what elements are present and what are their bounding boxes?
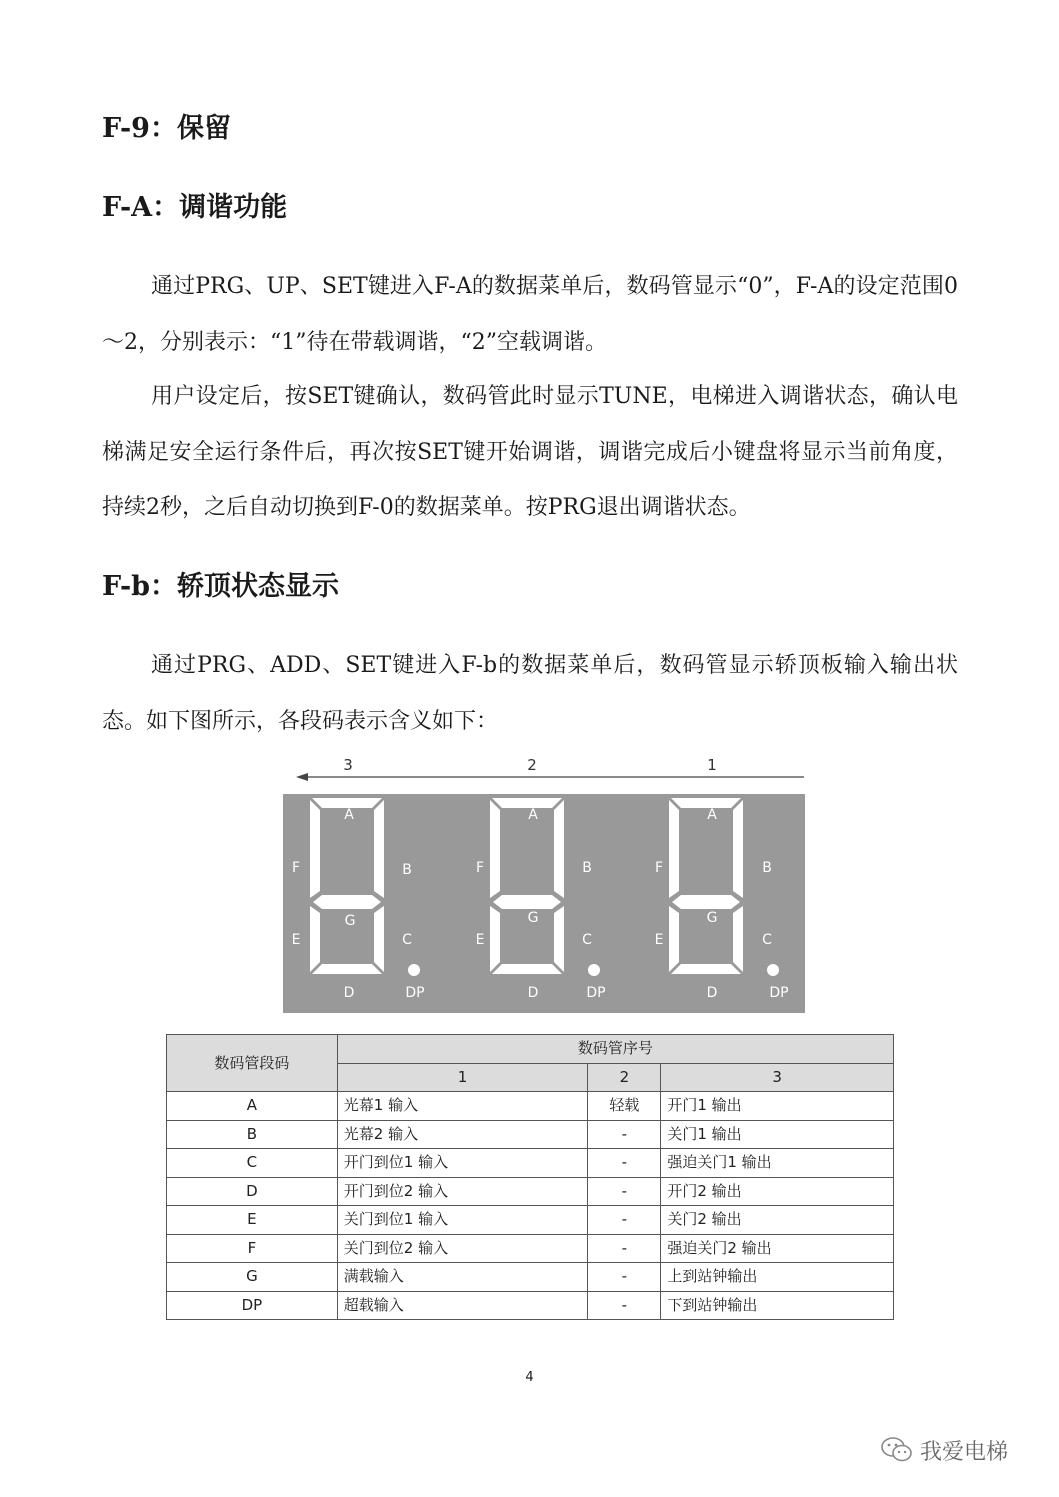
heading-f9: F-9：保留 — [102, 113, 231, 144]
left-arrow-icon — [296, 773, 308, 781]
cell-seg: C — [167, 1149, 338, 1178]
cell-col1: 光幕2 输入 — [337, 1120, 588, 1149]
cell-col3: 强迫关门2 输出 — [661, 1234, 894, 1263]
label-c: C — [582, 932, 592, 948]
cell-seg: DP — [167, 1291, 338, 1320]
cell-seg: D — [167, 1177, 338, 1206]
seven-segment-figure — [282, 750, 806, 1015]
cell-col3: 关门2 输出 — [661, 1206, 894, 1235]
segment-table — [166, 1034, 894, 1320]
cell-col2: - — [588, 1263, 661, 1292]
cell-col1: 关门到位1 输入 — [337, 1206, 588, 1235]
cell-col2: - — [588, 1120, 661, 1149]
label-b: B — [762, 860, 772, 876]
cell-col3: 开门2 输出 — [661, 1177, 894, 1206]
label-c: C — [402, 932, 412, 948]
heading-fa: F-A：调谐功能 — [102, 192, 288, 223]
wechat-icon — [880, 1435, 914, 1465]
cell-col3: 关门1 输出 — [661, 1120, 894, 1149]
table-row — [167, 1120, 894, 1149]
label-g: G — [527, 910, 539, 926]
cell-col1: 光幕1 输入 — [337, 1092, 588, 1121]
label-f: F — [475, 860, 485, 876]
label-g: G — [344, 913, 356, 929]
label-c: C — [762, 932, 772, 948]
label-g: G — [706, 910, 718, 926]
label-b: B — [402, 862, 412, 878]
watermark — [880, 1433, 1008, 1467]
heading-fb: F-b：轿顶状态显示 — [102, 571, 340, 602]
label-e: E — [291, 932, 301, 948]
label-d: D — [706, 985, 718, 1001]
table-row — [167, 1291, 894, 1320]
label-dp: DP — [586, 985, 606, 1001]
header-col-2: 2 — [588, 1063, 661, 1092]
cell-col1: 超载输入 — [337, 1291, 588, 1320]
cell-col2: - — [588, 1291, 661, 1320]
digit-number-1: 1 — [707, 756, 717, 774]
cell-col1: 开门到位2 输入 — [337, 1177, 588, 1206]
digit-number-3: 3 — [343, 756, 353, 774]
cell-col1: 满载输入 — [337, 1263, 588, 1292]
cell-col2: 轻载 — [588, 1092, 661, 1121]
cell-col3: 下到站钟输出 — [661, 1291, 894, 1320]
cell-seg: G — [167, 1263, 338, 1292]
table-row — [167, 1177, 894, 1206]
table-row — [167, 1206, 894, 1235]
cell-col2: - — [588, 1149, 661, 1178]
cell-seg: F — [167, 1234, 338, 1263]
label-e: E — [475, 932, 485, 948]
label-d: D — [343, 985, 355, 1001]
watermark-text: 我爱电梯 — [920, 1439, 1009, 1465]
cell-col3: 开门1 输出 — [661, 1092, 894, 1121]
cell-col2: - — [588, 1177, 661, 1206]
header-col-1: 1 — [337, 1063, 588, 1092]
paragraph-fb: 通过PRG、ADD、SET键进入F-b的数据菜单后，数码管显示轿顶板输入输出状态。如下图所示，各段码表示含义如下： — [102, 653, 958, 734]
header-digit-group: 数码管序号 — [337, 1035, 893, 1064]
cell-col3: 强迫关门1 输出 — [661, 1149, 894, 1178]
label-a: A — [707, 807, 717, 823]
label-dp: DP — [769, 985, 789, 1001]
page-number: 4 — [525, 1370, 534, 1385]
cell-seg: A — [167, 1092, 338, 1121]
digit-number-2: 2 — [527, 756, 537, 774]
header-segment: 数码管段码 — [167, 1035, 338, 1092]
cell-seg: E — [167, 1206, 338, 1235]
table-row — [167, 1092, 894, 1121]
cell-col2: - — [588, 1234, 661, 1263]
label-a: A — [528, 807, 538, 823]
label-f: F — [291, 860, 301, 876]
header-col-3: 3 — [661, 1063, 894, 1092]
label-dp: DP — [405, 985, 425, 1001]
paragraph-fa-tune: 用户设定后，按SET键确认，数码管此时显示TUNE，电梯进入调谐状态，确认电梯满足安全运行条件后，再次按SET键开始调谐，调谐完成后小键盘将显示当前角度，持续2秒，之后自动切换到F-0的数据菜单。按PRG退出调谐状态。 — [102, 384, 958, 520]
cell-col1: 开门到位1 输入 — [337, 1149, 588, 1178]
cell-col1: 关门到位2 输入 — [337, 1234, 588, 1263]
label-a: A — [344, 807, 354, 823]
cell-col3: 上到站钟输出 — [661, 1263, 894, 1292]
table-row — [167, 1234, 894, 1263]
paragraph-fa-range: 通过PRG、UP、SET键进入F-A的数据菜单后，数码管显示“0”，F-A的设定范围0～2，分别表示：“1”待在带载调谐，“2”空载调谐。 — [102, 274, 958, 355]
label-d: D — [527, 985, 539, 1001]
cell-seg: B — [167, 1120, 338, 1149]
label-b: B — [582, 860, 592, 876]
table-row — [167, 1149, 894, 1178]
cell-col2: - — [588, 1206, 661, 1235]
table-row — [167, 1263, 894, 1292]
label-e: E — [654, 932, 664, 948]
label-f: F — [654, 860, 664, 876]
